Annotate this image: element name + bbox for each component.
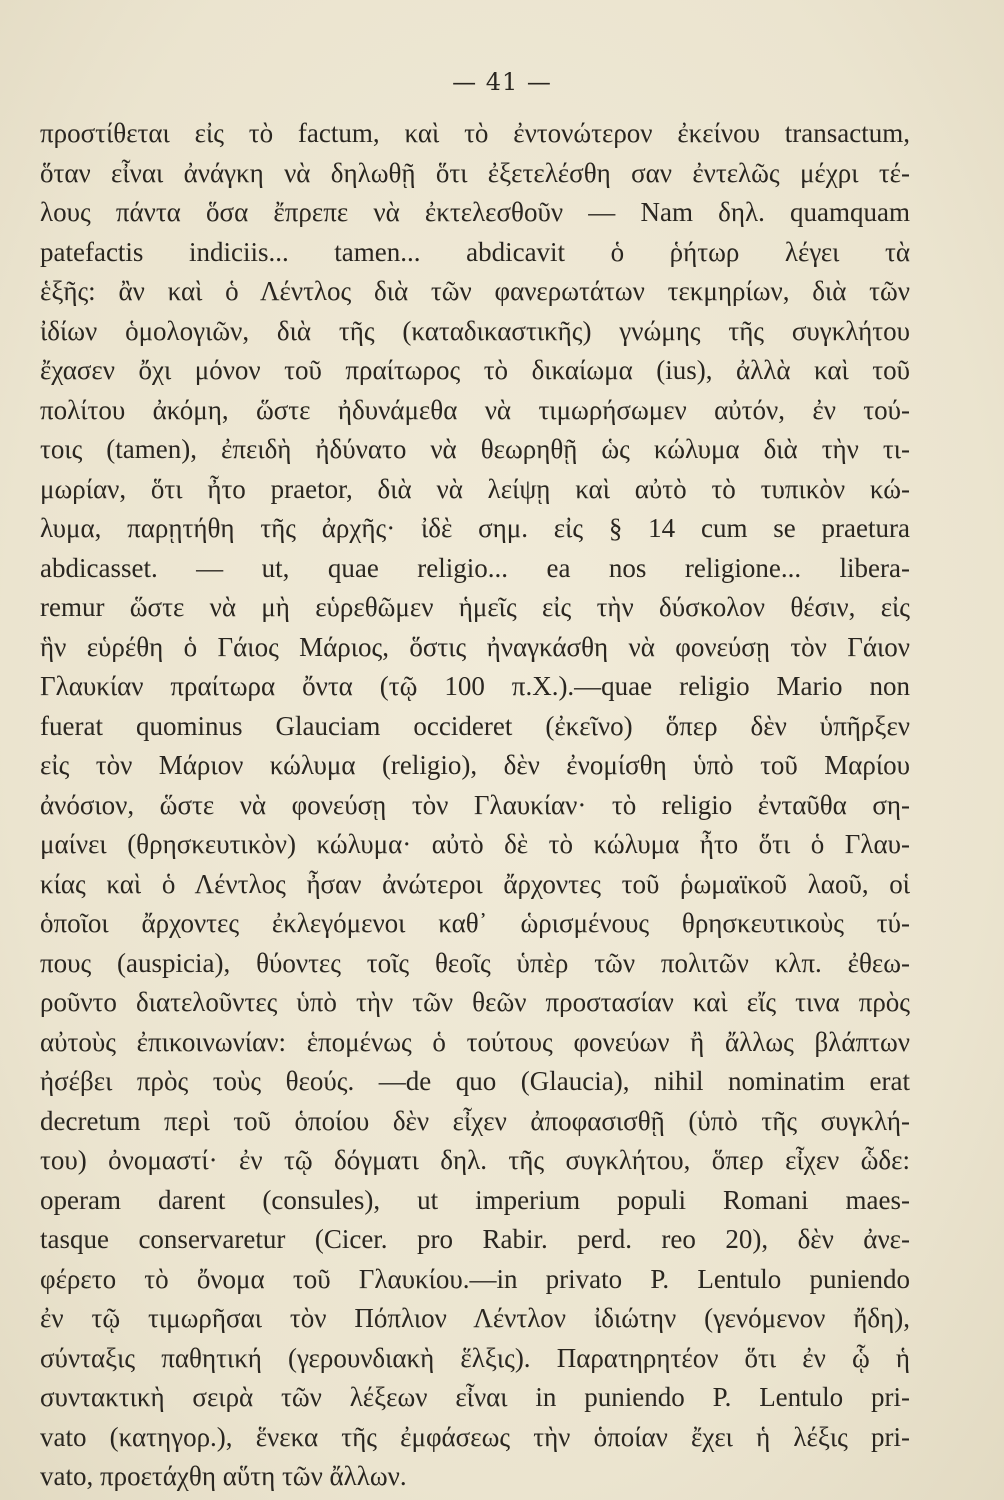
- text-line: vato (κατηγορ.), ἕνεκα τῆς ἐμφάσεως τὴν ὁποίαν ἔχει ἡ λέξις pri-: [40, 1421, 910, 1452]
- text-line: λυμα, παρῃτήθη τῆς ἀρχῆς· ἰδὲ σημ. εἰς § 14 cum se praetura: [40, 513, 910, 543]
- text-line: πολίτου ἀκόμη, ὥστε ἠδυνάμεθα νὰ τιμωρήσωμεν αὐτόν, ἐν τού-: [40, 394, 910, 425]
- text-line: vato, προετάχθη αὕτη τῶν ἄλλων.: [40, 1461, 407, 1491]
- text-line: τοις (tamen), ἐπειδὴ ἠδύνατο νὰ θεωρηθῇ ὡς κώλυμα διὰ τὴν τι-: [40, 434, 910, 464]
- text-line: του) ὀνομαστί· ἐν τῷ δόγματι δηλ. τῆς συγκλήτου, ὅπερ εἶχεν ὧδε:: [40, 1145, 910, 1175]
- text-line: λους πάντα ὅσα ἔπρεπε νὰ ἐκτελεσθοῦν — Nam δηλ. quamquam: [40, 197, 910, 227]
- text-line: Γλαυκίαν πραίτωρα ὄντα (τῷ 100 π.Χ.).—quae religio Mario non: [40, 671, 910, 701]
- text-line: συντακτικὴ σειρὰ τῶν λέξεων εἶναι in puniendo P. Lentulo pri-: [40, 1382, 910, 1412]
- text-line: patefactis indiciis... tamen... abdicavit ὁ ῥήτωρ λέγει τὰ: [40, 236, 910, 267]
- text-line: operam darent (consules), ut imperium populi Romani maes-: [40, 1184, 910, 1215]
- text-line: εἰς τὸν Μάριον κώλυμα (religio), δὲν ἐνομίσθη ὑπὸ τοῦ Μαρίου: [40, 750, 910, 780]
- text-line: fuerat quominus Glauciam occideret (ἐκεῖνο) ὅπερ δὲν ὑπῆρξεν: [40, 710, 910, 741]
- text-line: ἀνόσιον, ὥστε νὰ φονεύσῃ τὸν Γλαυκίαν· τὸ religio ἐνταῦθα ση-: [40, 789, 910, 820]
- text-line: μαίνει (θρησκευτικὸν) κώλυμα· αὐτὸ δὲ τὸ κώλυμα ἦτο ὅτι ὁ Γλαυ-: [40, 829, 910, 859]
- text-line: remur ὥστε νὰ μὴ εὑρεθῶμεν ἡμεῖς εἰς τὴν δύσκολον θέσιν, εἰς: [40, 592, 910, 622]
- text-line: ἔχασεν ὄχι μόνον τοῦ πραίτωρος τὸ δικαίωμα (ius), ἀλλὰ καὶ τοῦ: [40, 355, 910, 385]
- text-line: ἣν εὑρέθη ὁ Γάιος Μάριος, ὅστις ἠναγκάσθη νὰ φονεύσῃ τὸν Γάιον: [40, 631, 910, 662]
- text-line: decretum περὶ τοῦ ὁποίου δὲν εἶχεν ἀποφασισθῇ (ὑπὸ τῆς συγκλή-: [40, 1105, 910, 1136]
- text-line: πους (auspicia), θύοντες τοῖς θεοῖς ὑπὲρ τῶν πολιτῶν κλπ. ἐθεω-: [40, 947, 910, 978]
- text-line: ὅταν εἶναι ἀνάγκη νὰ δηλωθῇ ὅτι ἐξετελέσθη σαν ἐντελῶς μέχρι τέ-: [40, 157, 910, 188]
- text-line: σύνταξις παθητική (γερουνδιακὴ ἕλξις). Παρατηρητέον ὅτι ἐν ᾧ ἡ: [40, 1342, 910, 1373]
- text-line: ἰδίων ὁμολογιῶν, διὰ τῆς (καταδικαστικῆς) γνώμης τῆς συγκλήτου: [40, 315, 910, 346]
- text-line: abdicasset. — ut, quae religio... ea nos religione... libera-: [40, 552, 910, 583]
- page-number: — 41 —: [452, 68, 552, 96]
- text-line: κίας καὶ ὁ Λέντλος ἦσαν ἀνώτεροι ἄρχοντες τοῦ ῥωμαϊκοῦ λαοῦ, οἱ: [40, 868, 910, 899]
- text-line: αὐτοὺς ἐπικοινωνίαν: ἑπομένως ὁ τούτους φονεύων ἢ ἄλλως βλάπτων: [40, 1026, 910, 1057]
- text-line: ἐν τῷ τιμωρῆσαι τὸν Πόπλιον Λέντλον ἰδιώτην (γενόμενον ἤδη),: [40, 1303, 910, 1333]
- text-line: ροῦντο διατελοῦντες ὑπὸ τὴν τῶν θεῶν προστασίαν καὶ εἴς τινα πρὸς: [40, 987, 910, 1017]
- text-line: φέρετο τὸ ὄνομα τοῦ Γλαυκίου.—in privato P. Lentulo puniendo: [40, 1263, 910, 1294]
- text-line: tasque conservaretur (Cicer. pro Rabir. perd. reo 20), δὲν ἀνε-: [40, 1224, 910, 1254]
- text-line: ὁποῖοι ἄρχοντες ἐκλεγόμενοι καθ᾽ ὡρισμένους θρησκευτικοὺς τύ-: [40, 908, 910, 938]
- text-line: ἑξῆς: ἂν καὶ ὁ Λέντλος διὰ τῶν φανερωτάτων τεκμηρίων, διὰ τῶν: [40, 276, 910, 306]
- text-line: ἠσέβει πρὸς τοὺς θεούς. —de quo (Glaucia), nihil nominatim erat: [40, 1066, 910, 1096]
- text-line: προστίθεται εἰς τὸ factum, καὶ τὸ ἐντονώτερον ἐκείνου transactum,: [40, 118, 910, 148]
- text-line: μωρίαν, ὅτι ἦτο praetor, διὰ νὰ λείψῃ καὶ αὐτὸ τὸ τυπικὸν κώ-: [40, 473, 910, 504]
- body-text: [40, 114, 910, 1497]
